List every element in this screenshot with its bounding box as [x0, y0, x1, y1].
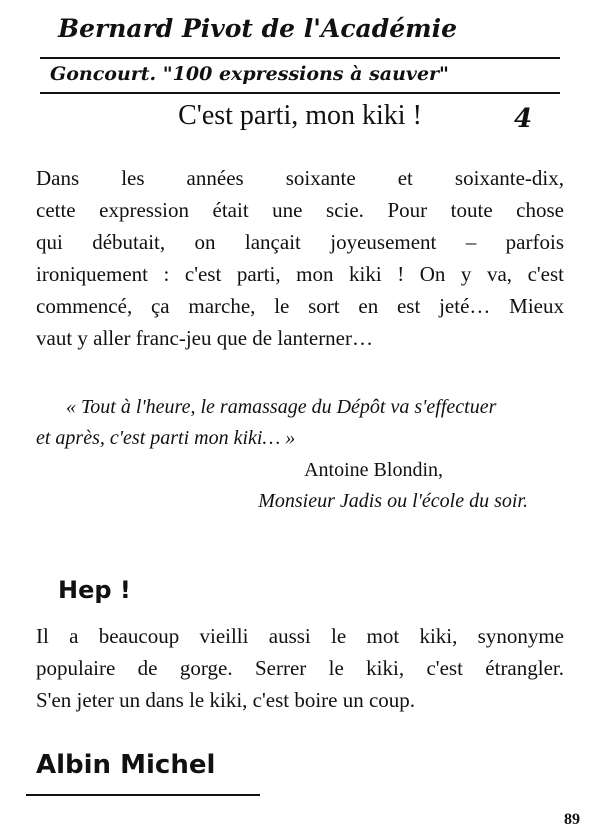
body-line: ironiquement : c'est parti, mon kiki ! On y va, c'est [36, 262, 564, 286]
body-line: vaut y aller franc-jeu que de lanterner… [36, 326, 373, 350]
hep-line: S'en jeter un dans le kiki, c'est boire un coup. [36, 688, 416, 712]
entry-quotation [36, 392, 564, 454]
handwritten-book-note: Goncourt. "100 expressions à sauver" [50, 63, 449, 85]
handwritten-author-note: Bernard Pivot de l'Académie [58, 14, 457, 43]
quote-line: « Tout à l'heure, le ramassage du Dépôt va s'effectuer [66, 396, 497, 418]
publisher-underline [26, 794, 260, 796]
quote-work: Monsieur Jadis ou l'école du soir. [258, 490, 528, 512]
hep-line: populaire de gorge. Serrer le kiki, c'est étrangler. [36, 656, 564, 680]
header-rule-top [40, 57, 560, 59]
quote-line: et après, c'est parti mon kiki… » [36, 427, 296, 449]
handwritten-margin-mark: 4 [514, 104, 533, 134]
quote-author: Antoine Blondin, [304, 459, 443, 481]
hep-line: Il a beaucoup vieilli aussi le mot kiki, synonyme [36, 624, 564, 648]
header-rule-bottom [40, 92, 560, 94]
body-line: commencé, ça marche, le sort en est jeté… Mieux [36, 294, 564, 318]
handwritten-publisher: Albin Michel [36, 750, 216, 780]
page-number: 89 [564, 811, 580, 828]
quote-attribution [0, 455, 528, 517]
body-line: Dans les années soixante et soixante-dix, [36, 166, 564, 190]
hep-heading: Hep ! [58, 576, 131, 604]
hep-body [36, 620, 564, 716]
body-line: cette expression était une scie. Pour toute chose [36, 198, 564, 222]
entry-body [36, 162, 564, 354]
entry-title: C'est parti, mon kiki ! [178, 100, 422, 131]
body-line: qui débutait, on lançait joyeusement – parfois [36, 230, 564, 254]
